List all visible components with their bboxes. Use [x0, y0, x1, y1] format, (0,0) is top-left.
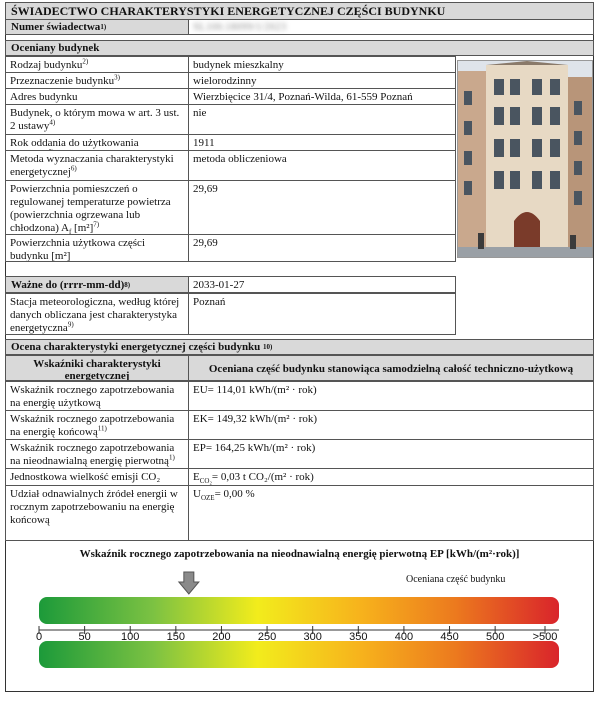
scale-tick-label: 50: [78, 631, 91, 643]
valid-until-label: Ważne do (rrrr-mm-dd) 8): [5, 276, 189, 293]
eval-row-label: [5, 381, 189, 411]
building-row-value: [188, 180, 456, 235]
eval-row-value: [188, 381, 594, 411]
scale-title: [5, 548, 594, 560]
eval-col2-header-text: Oceniana część budynku stanowiąca samodzielną całość techniczno-użytkową: [208, 363, 574, 375]
certificate-title: [5, 2, 594, 20]
building-row-label: [5, 72, 189, 89]
building-row-label: [5, 134, 189, 151]
building-row-value-text: 29,69: [193, 183, 218, 195]
building-row-sup: 3): [114, 73, 120, 82]
cert-number-text: SL100.18099/1/2023: [193, 21, 287, 33]
scale-tick-label: 200: [212, 631, 231, 643]
eval-row-value-sub: CO₂: [199, 477, 212, 486]
eval-row-value-prefix: E: [193, 471, 200, 483]
station-label-text: Stacja meteorologiczna, według której danych obliczana jest charakterystyka energetyczna: [10, 296, 180, 334]
building-row-value-text: metoda obliczeniowa: [193, 153, 287, 165]
building-row-sub: f: [68, 228, 72, 235]
eval-row-label-text: Jednostkowa wielkość emisji CO₂: [10, 471, 161, 483]
building-row-label: [5, 56, 189, 73]
scale-tick-label: 450: [440, 631, 459, 643]
building-row-sup: 2): [82, 57, 89, 66]
scale-tick-label: 0: [35, 631, 43, 643]
scale-tick-label: 300: [303, 631, 322, 643]
building-row-label-text: Przeznaczenie budynku: [10, 75, 115, 87]
cert-number-label: Numer świadectwa 1): [5, 19, 189, 35]
building-row-value-text: nie: [193, 107, 207, 119]
eval-row-sup: 1): [168, 453, 175, 462]
eval-row-value-text: = 0,00 %: [214, 488, 255, 500]
scale-tick-label: 500: [485, 631, 505, 643]
building-row-label-text: Powierzchnia użytkowa części budynku [m²]: [10, 237, 145, 262]
station-value: [188, 293, 456, 335]
station-value-text: Poznań: [193, 296, 226, 308]
eval-row-value-text: EP= 164,25 kWh/(m² · rok): [193, 442, 316, 454]
building-row-label: [5, 234, 189, 262]
building-row-label: [5, 150, 189, 181]
eval-row-label-text: Wskaźnik rocznego zapotrzebowania na energię końcową: [10, 413, 175, 438]
scale-title-text: Wskaźnik rocznego zapotrzebowania na nieodnawialną energię pierwotną EP [kWh/(m²·rok)]: [79, 548, 520, 560]
eval-col1-header-text: Wskaźniki charakterystyki energetycznej: [33, 358, 161, 381]
scale-tick-label: 150: [166, 631, 186, 643]
scale-tick-label: 100: [121, 631, 140, 643]
eval-row-label: [5, 410, 189, 440]
building-row-sup: 4): [49, 118, 56, 127]
eval-col2-header: [188, 355, 594, 381]
building-row-label: [5, 180, 189, 235]
section-building-header: [5, 40, 594, 56]
building-row-value: [188, 72, 456, 89]
building-row-value: [188, 150, 456, 181]
building-photo: [457, 60, 593, 258]
building-row-value: [188, 234, 456, 262]
eval-row-label-text: Udział odnawialnych źródeł energii w rocznym zapotrzebowaniu na energię końcową: [10, 488, 178, 526]
ep-scale: [0, 568, 600, 678]
station-sup: 9): [67, 320, 74, 329]
eval-row-label-text: Wskaźnik rocznego zapotrzebowania na energię użytkową: [10, 384, 175, 409]
section-evaluation-header: Ocena charakterystyki energetycznej części budynku 10): [5, 339, 594, 355]
eval-row-label: [5, 485, 189, 541]
building-row-label-text: Rodzaj budynku: [10, 59, 83, 71]
building-row-label-text: Powierzchnia pomieszczeń o regulowanej temperaturze powietrza (powierzchnia ogrzewana lub chłodzona) A: [10, 183, 171, 234]
building-row-label-text: Metoda wyznaczania charakterystyki energetycznej: [10, 153, 174, 178]
building-row-value: [188, 56, 456, 73]
eval-col1-header: [5, 355, 189, 381]
ep-value-arrow: [179, 572, 199, 594]
building-row-value: [188, 88, 456, 105]
eval-row-value: [188, 410, 594, 440]
eval-row-value: [188, 439, 594, 469]
building-row-value-text: Wierzbięcice 31/4, Poznań-Wilda, 61-559 Poznań: [193, 91, 413, 103]
scale-legend-text: Oceniana część budynku: [406, 574, 506, 585]
section-building-title: Oceniany budynek: [11, 42, 100, 54]
eval-row-value-text: EU= 114,01 kWh/(m² · rok): [193, 384, 317, 396]
eval-row-value-text: EK= 149,32 kWh/(m² · rok): [193, 413, 318, 425]
building-row-label-text: Adres budynku: [10, 91, 78, 103]
building-row-value-text: 29,69: [193, 237, 218, 249]
section-evaluation-title: Ocena charakterystyki energetycznej części budynku: [11, 341, 261, 353]
building-row-label: [5, 88, 189, 105]
valid-until-value: [188, 276, 456, 293]
station-label: [5, 293, 189, 335]
cert-number-label-text: Numer świadectwa: [11, 21, 101, 33]
building-row-value-text: wielorodzinny: [193, 75, 257, 87]
valid-until-text: 2033-01-27: [193, 279, 245, 291]
eval-row-value: [188, 485, 594, 541]
scale-tick-label: 400: [394, 631, 414, 643]
building-row-value: [188, 134, 456, 151]
eval-row-value-text: = 0,03 t CO₂/(m² · rok): [211, 471, 314, 483]
scale-tick-label: 250: [257, 631, 277, 643]
valid-until-label-text: Ważne do (rrrr-mm-dd): [11, 278, 125, 291]
eval-row-value-sub: OZE: [200, 494, 215, 503]
eval-row-value: [188, 468, 594, 486]
cert-number-value: [188, 19, 594, 35]
ep-scale-bar-bottom: [39, 641, 559, 668]
building-row-sup: 6): [70, 164, 77, 173]
title-text: ŚWIADECTWO CHARAKTERYSTYKI ENERGETYCZNEJ CZĘŚCI BUDYNKU: [11, 3, 446, 18]
eval-row-sup: 11): [97, 424, 107, 433]
building-illustration: [458, 61, 593, 258]
building-row-value-text: 1911: [193, 137, 215, 149]
eval-row-label-text: Wskaźnik rocznego zapotrzebowania na nieodnawialną energię pierwotną: [10, 442, 175, 467]
scale-tick-label: >500: [532, 631, 558, 643]
building-row-tail: [m²]: [71, 222, 94, 234]
building-row-label-text: Budynek, o którym mowa w art. 3 ust. 2 ustawy: [10, 107, 180, 132]
building-row-label-text: Rok oddania do użytkowania: [10, 137, 139, 149]
building-row-value: [188, 104, 456, 135]
eval-row-label: [5, 468, 189, 486]
ep-scale-bar-top: [39, 597, 559, 624]
eval-row-label: [5, 439, 189, 469]
eval-row-value-prefix: U: [193, 488, 201, 500]
building-row-label: [5, 104, 189, 135]
building-row-sup: 7): [93, 220, 100, 229]
building-row-value-text: budynek mieszkalny: [193, 59, 284, 71]
scale-tick-label: 350: [349, 631, 368, 643]
